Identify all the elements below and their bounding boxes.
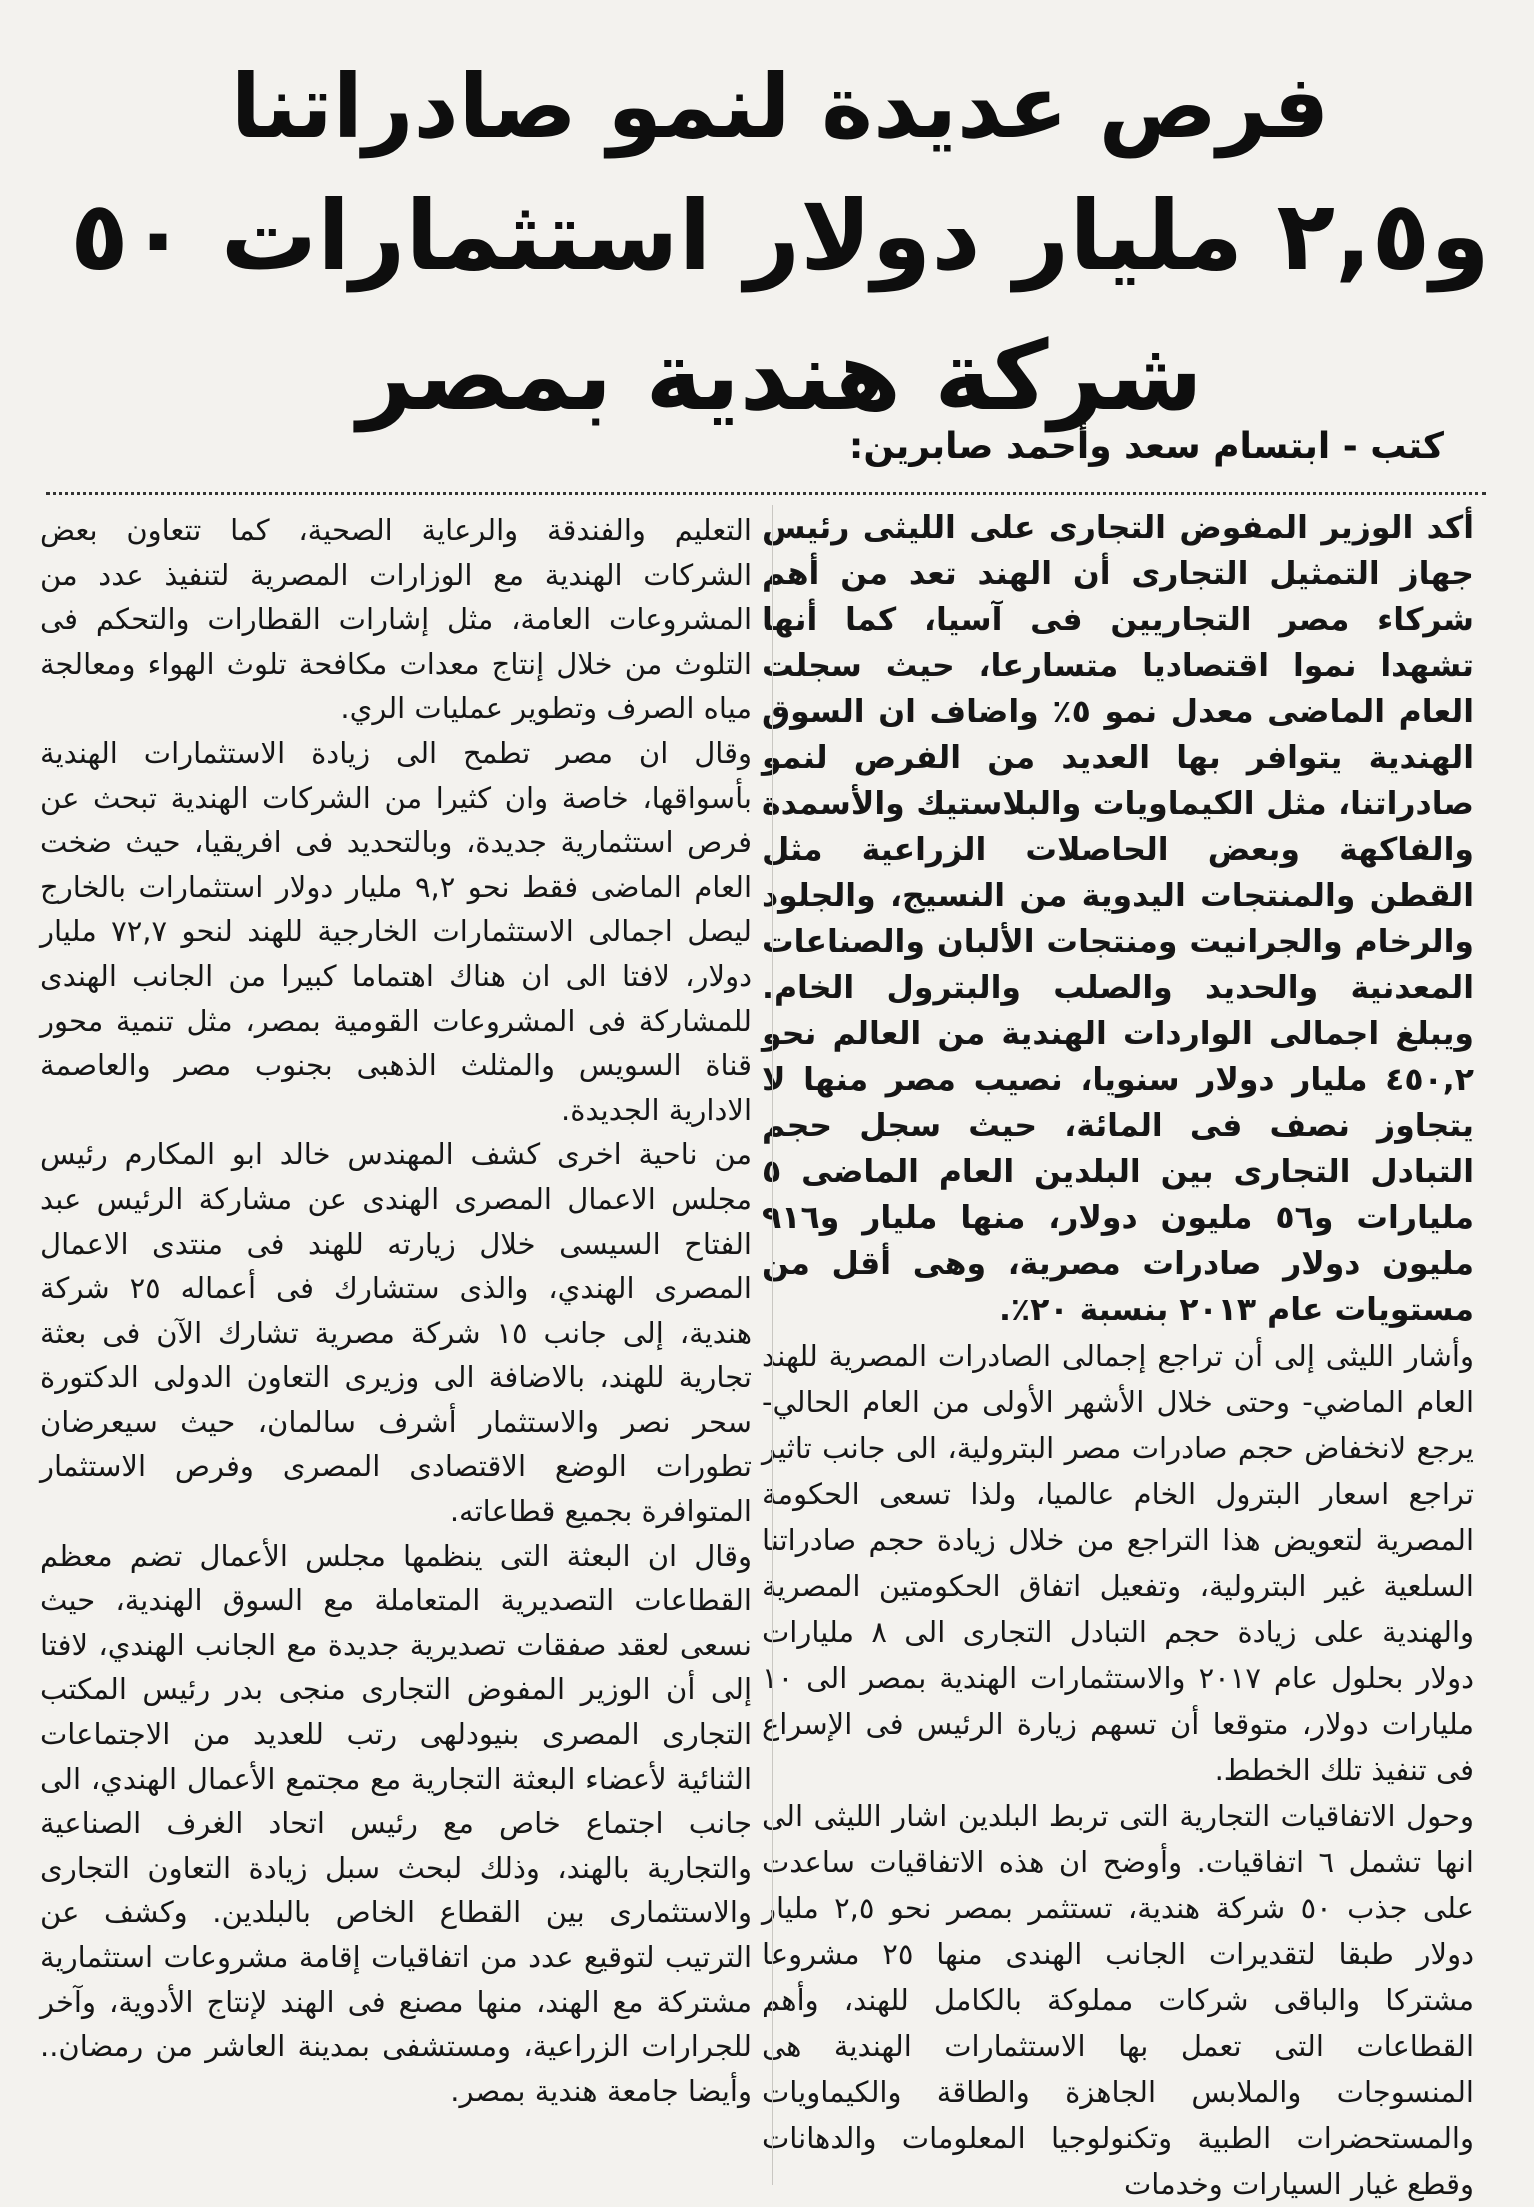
body-paragraph: وحول الاتفاقيات التجارية التى تربط البلدين اشار الليثى الى انها تشمل ٦ اتفاقيات. وأوضح ان هذه الاتفاقيات ساعدت على جذب ٥٠ شركة هندية، تستثمر بمصر نحو ٢,٥ مليار دولار طبقا لتقديرات الجانب الهندى منها ٢٥ مشروعا مشتركا والباقى شركات مملوكة بالكامل للهند، وأهم القطاعات التى تعمل بها الاستثمارات الهندية هى المنسوجات والملابس الجاهزة والطاقة والكيماويات والمستحضرات الطبية وتكنولوجيا المعلومات والدهانات وقطع غيار السيارات وخدمات: [762, 1799, 1474, 2201]
body-paragraph: وقال ان مصر تطمح الى زيادة الاستثمارات الهندية بأسواقها، خاصة وان كثيرا من الشركات الهندية تبحث عن فرص استثمارية جديدة، وبالتحديد فى افريقيا، حيث ضخت العام الماضى فقط نحو ٩,٢ مليار دولار استثمارات بالخارج ليصل اجمالى الاستثمارات الخارجية للهند لنحو ٧٢,٧ مليار دولار، لافتا الى ان هناك اهتماما كبيرا من الجانب الهندى للمشاركة فى المشروعات القومية بمصر، مثل تنمية محور قناة السويس والمثلث الذهبى بجنوب مصر والعاصمة الادارية الجديدة.: [40, 735, 753, 1127]
right-column: [762, 505, 1474, 2207]
byline: كتب - ابتسام سعد وأحمد صابرين:: [848, 426, 1444, 467]
headline-line-2: و٢,٥ مليار دولار استثمارات ٥٠ شركة هندية بمصر: [70, 180, 1490, 432]
body-paragraph: وأشار الليثى إلى أن تراجع إجمالى الصادرات المصرية للهند العام الماضي- وحتى خلال الأشهر الأولى من العام الحالي- يرجع لانخفاض حجم صادرات مصر البترولية، الى جانب تاثير تراجع اسعار البترول الخام عالميا، ولذا تسعى الحكومة المصرية لتعويض هذا التراجع من خلال زيادة حجم صادراتنا السلعية غير البترولية، وتفعيل اتفاق الحكومتين المصرية والهندية على زيادة حجم التبادل التجارى الى ٨ مليارات دولار بحلول عام ٢٠١٧ والاستثمارات الهندية بمصر الى ١٠ مليارات دولار، متوقعا أن تسهم زيارة الرئيس فى الإسراع فى تنفيذ تلك الخطط.: [762, 1339, 1474, 1787]
headline-line-1: فرص عديدة لنمو صادراتنا: [230, 55, 1330, 158]
byline-divider: [46, 492, 1486, 495]
left-column: [40, 508, 752, 2113]
column-divider: [772, 505, 773, 2185]
body-paragraph: التعليم والفندقة والرعاية الصحية، كما تتعاون بعض الشركات الهندية مع الوزارات المصرية لتنفيذ عدد من المشروعات العامة، مثل إشارات القطارات والتحكم فى التلوث من خلال إنتاج معدات مكافحة تلوث الهواء ومعالجة مياه الصرف وتطوير عمليات الري.: [40, 513, 752, 726]
body-paragraph: وقال ان البعثة التى ينظمها مجلس الأعمال تضم معظم القطاعات التصديرية المتعاملة مع السوق الهندية، حيث نسعى لعقد صفقات تصديرية جديدة مع الجانب الهندي، لافتا إلى أن الوزير المفوض التجارى منجى بدر رئيس المكتب التجارى المصرى بنيودلهى رتب للعديد من الاجتماعات الثنائية لأعضاء البعثة التجارية مع مجتمع الأعمال الهندي، الى جانب اجتماع خاص مع رئيس اتحاد الغرف الصناعية والتجارية بالهند، وذلك لبحث سبل زيادة التعاون التجارى والاستثمارى بين القطاع الخاص بالبلدين. وكشف عن الترتيب لتوقيع عدد من اتفاقيات إقامة مشروعات استثمارية مشتركة مع الهند، منها مصنع فى الهند لإنتاج الأدوية، وآخر للجرارات الزراعية، ومستشفى بمدينة العاشر من رمضان.. وأيضا جامعة هندية بمصر.: [40, 1538, 752, 2108]
article-headline: [60, 48, 1500, 446]
lead-paragraph: أكد الوزير المفوض التجارى على الليثى رئيس جهاز التمثيل التجارى أن الهند تعد من أهم شركاء مصر التجاريين فى آسيا، كما أنها تشهدا نموا اقتصاديا متسارعا، حيث سجلت العام الماضى معدل نمو ٥٪ واضاف ان السوق الهندية يتوافر بها العديد من الفرص لنمو صادراتنا، مثل الكيماويات والبلاستيك والأسمدة والفاكهة وبعض الحاصلات الزراعية مثل القطن والمنتجات اليدوية من النسيج، والجلود والرخام والجرانيت ومنتجات الألبان والصناعات المعدنية والحديد والصلب والبترول الخام. ويبلغ اجمالى الواردات الهندية من العالم نحو ٤٥٠,٢ مليار دولار سنويا، نصيب مصر منها لا يتجاوز نصف فى المائة، حيث سجل حجم التبادل التجارى بين البلدين العام الماضى ٥ مليارات و٥٦ مليون دولار، منها مليار و٩١٦ مليون دولار صادرات مصرية، وهى أقل من مستويات عام ٢٠١٣ بنسبة ٢٠٪.: [762, 510, 1474, 1328]
body-paragraph: من ناحية اخرى كشف المهندس خالد ابو المكارم رئيس مجلس الاعمال المصرى الهندى عن مشاركة الرئيس عبد الفتاح السيسى خلال زيارته للهند فى منتدى الاعمال المصرى الهندي، والذى ستشارك فى أعماله ٢٥ شركة هندية، إلى جانب ١٥ شركة مصرية تشارك الآن فى بعثة تجارية للهند، بالاضافة الى وزيرى التعاون الدولى الدكتورة سحر نصر والاستثمار أشرف سالمان، حيث سيعرضان تطورات الوضع الاقتصادى المصرى وفرص الاستثمار المتوافرة بجميع قطاعاته.: [40, 1137, 752, 1529]
